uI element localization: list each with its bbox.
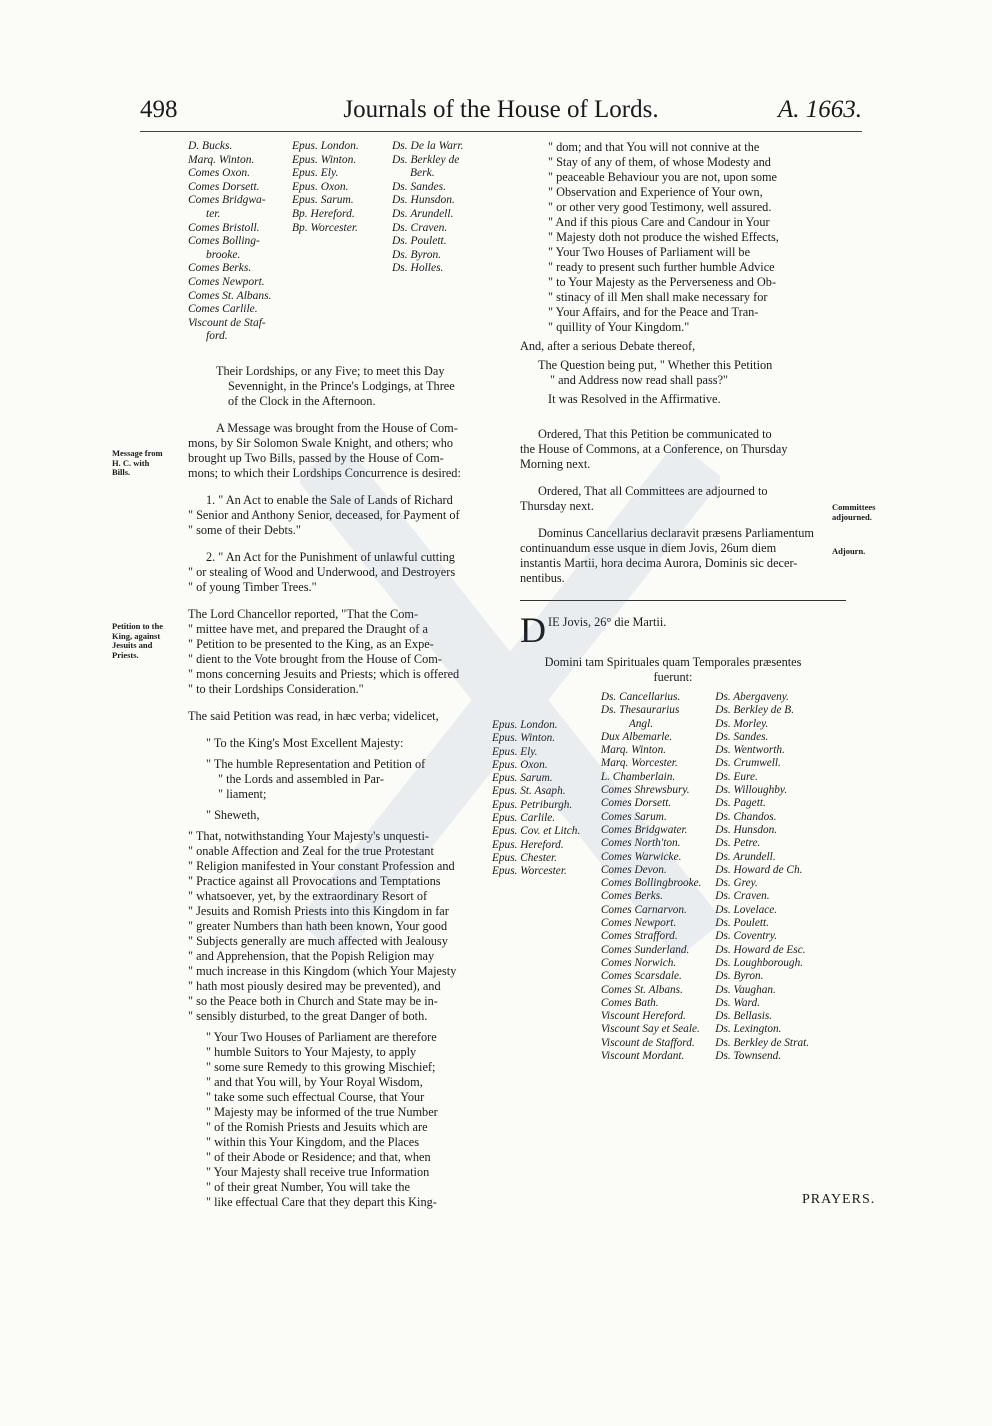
lord-name: L. Chamberlain. — [600, 770, 676, 783]
text-line: " Jesuits and Romish Priests into this Kingdom in far — [188, 903, 449, 918]
lords-temporal — [601, 691, 715, 1063]
margin-line: Jesuits and — [112, 640, 153, 650]
lord-name: Comes Strafford. — [600, 930, 678, 943]
lord-name: Epus. Ely. — [492, 745, 538, 758]
margin-note-adjourn: Adjourn. — [832, 546, 866, 556]
lord-name: Ds. Hunsdon. — [715, 823, 778, 836]
lord-name: Comes Dorsett. — [600, 797, 672, 810]
margin-line: Bills. — [112, 467, 131, 477]
text-line: " some sure Remedy to this growing Mischief; — [206, 1059, 436, 1074]
committee-member: Viscount de Staf- — [188, 316, 266, 329]
lord-name: Epus. Chester. — [492, 851, 557, 864]
text-line: Ordered, That this Petition be communicated to — [538, 427, 772, 441]
committee-member: Ds. Berkley de — [392, 153, 460, 166]
committee-member: Epus. Sarum. — [292, 194, 354, 207]
header-rule — [140, 131, 862, 132]
text-line: " and that You will, by Your Royal Wisdom, — [206, 1074, 423, 1089]
committee-member: Ds. Holles. — [392, 262, 444, 275]
lord-name: Ds. Craven. — [715, 890, 770, 903]
text-line: " That, notwithstanding Your Majesty's unquesti- — [188, 828, 429, 843]
year-label: A. 1663. — [777, 96, 862, 123]
text-line: The Lord Chancellor reported, "That the Com- — [188, 606, 419, 621]
lord-name: Viscount Mordant. — [600, 1050, 685, 1063]
text-line: A Message was brought from the House of Com- — [216, 420, 458, 435]
text-line: Their Lordships, or any Five; to meet this Day — [216, 363, 445, 378]
text-line: " Stay of any of them, of whose Modesty and — [548, 155, 771, 169]
lord-name: Ds. Eure. — [715, 770, 758, 783]
committee-member: Comes Carlile. — [188, 303, 258, 316]
text-line: " like effectual Care that they depart this King- — [206, 1194, 437, 1209]
lord-name: Ds. Berkley de B. — [715, 704, 795, 717]
order-1 — [520, 427, 826, 472]
committee-member: Comes Bristoll. — [188, 221, 260, 234]
lord-name: Comes Carnarvon. — [600, 903, 687, 916]
text-line: 2. " An Act for the Punishment of unlawful cutting — [206, 549, 455, 564]
sheweth: " Sheweth, — [206, 807, 260, 822]
text-line: " the Lords and assembled in Par- — [218, 771, 384, 786]
lord-name: Comes St. Albans. — [600, 983, 683, 996]
committee-member: Epus. Ely. — [292, 167, 339, 180]
text-line: Ordered, That all Committees are adjourned to — [538, 484, 768, 498]
petition-body-2 — [188, 1030, 506, 1210]
lord-name: Epus. London. — [492, 719, 558, 731]
lord-name: Marq. Worcester. — [600, 757, 678, 770]
text-line: " and Address now read shall pass?" — [550, 373, 729, 387]
text-line: " dient to the Vote brought from the House of Com- — [188, 651, 442, 666]
lord-name: Marq. Winton. — [600, 744, 667, 757]
lords-bishops — [492, 691, 601, 1063]
committee-member: Epus. Winton. — [292, 153, 357, 166]
lord-name: Ds. Lovelace. — [715, 903, 778, 916]
lord-name: Ds. Sandes. — [715, 730, 769, 743]
margin-note-committees — [832, 503, 875, 522]
text-line: " Petition to be presented to the King, as an Expe- — [188, 636, 434, 651]
text-line: Domini tam Spirituales quam Temporales præsentes — [544, 655, 802, 669]
committee-member: Epus. London. — [292, 140, 359, 152]
text-line: Dominus Cancellarius declaravit præsens Parliamentum — [538, 526, 814, 540]
lord-name: Ds. Howard de Esc. — [715, 943, 806, 956]
committee-col-3 — [392, 140, 502, 344]
text-line: " whatsoever, yet, by the extraordinary Resort of — [188, 888, 428, 903]
text-line: " Subjects generally are much affected with Jealousy — [188, 933, 448, 948]
text-line: mons; to which their Lordships Concurrence is desired: — [188, 465, 461, 480]
lord-name: Epus. Carlile. — [492, 812, 556, 825]
text-line: " some of their Debts." — [188, 522, 301, 537]
text-line: " liament; — [218, 786, 267, 801]
text-line: the House of Commons, at a Conference, on Thursday — [520, 442, 788, 456]
lord-name: Comes Devon. — [600, 863, 667, 876]
text-line: " mittee have met, and prepared the Draught of a — [188, 621, 428, 636]
lord-name: Ds. Poulett. — [715, 917, 769, 930]
text-line: mons, by Sir Solomon Swale Knight, and others; who — [188, 435, 454, 450]
text-line: " Religion manifested in Your constant Profession and — [188, 858, 455, 873]
committee-member: Berk. — [410, 167, 435, 180]
committee-col-1 — [188, 140, 292, 344]
lord-name: Epus. Winton. — [492, 732, 556, 745]
lord-name: Comes Norwich. — [600, 956, 677, 969]
committee-member: Ds. Hunsdon. — [392, 194, 455, 207]
committee-member: Comes Oxon. — [188, 167, 250, 180]
day-heading-text: IE Jovis, 26° die Martii. — [548, 615, 667, 629]
lord-name: Ds. Crumwell. — [715, 757, 781, 770]
committee-member: Bp. Hereford. — [292, 207, 355, 220]
text-line: " to Your Majesty as the Perverseness and Ob- — [548, 275, 777, 289]
lord-name: Comes Bollingbrooke. — [600, 877, 702, 890]
lord-name: Ds. Willoughby. — [715, 784, 788, 797]
text-line: brought up Two Bills, passed by the House of Com- — [188, 450, 444, 465]
committee-member: Epus. Oxon. — [292, 180, 349, 193]
left-column — [188, 140, 506, 1210]
lord-name: Comes Bridgwater. — [600, 823, 688, 836]
text-line: " or stealing of Wood and Underwood, and Destroyers — [188, 564, 456, 579]
drop-cap: D — [520, 615, 546, 645]
text-line: " Senior and Anthony Senior, deceased, for Payment of — [188, 507, 460, 522]
text-line: " much increase in this Kingdom (which Your Majesty — [188, 963, 457, 978]
lord-name: Ds. Morley. — [715, 717, 769, 730]
text-line: " or other very good Testimony, well assured. — [548, 200, 772, 214]
text-line: " The humble Representation and Petition of — [206, 756, 426, 771]
text-line: " Your Affairs, and for the Peace and Tran- — [548, 305, 759, 319]
text-line: " within this Your Kingdom, and the Places — [206, 1134, 420, 1149]
lord-name: Ds. Grey. — [715, 877, 758, 890]
lord-name: Ds. Byron. — [715, 970, 764, 983]
text-line: " hath most piously desired may be prevented), and — [188, 978, 441, 993]
lord-name: Epus. Sarum. — [492, 772, 553, 785]
lord-name: Ds. Howard de Ch. — [715, 863, 803, 876]
lord-name: Comes Bath. — [600, 996, 659, 1009]
lord-name: Epus. Oxon. — [492, 758, 548, 771]
margin-line: adjourned. — [832, 511, 872, 522]
committee-member: Comes Bolling- — [188, 235, 260, 248]
text-line: " stinacy of ill Men shall make necessary for — [548, 290, 768, 304]
to-king: " To the King's Most Excellent Majesty: — [206, 735, 404, 750]
lord-name: Epus. Petriburgh. — [492, 798, 573, 811]
day-heading — [520, 615, 826, 645]
lord-name: Comes North'ton. — [600, 837, 681, 850]
text-line: continuandum esse usque in diem Jovis, 26um diem — [520, 541, 777, 555]
message-paragraph — [188, 421, 506, 481]
margin-line: King, against — [112, 630, 161, 641]
lord-name: Ds. Petre. — [715, 837, 761, 850]
text-line: " Observation and Experience of Your own, — [548, 185, 763, 199]
text-line: " of their Abode or Residence; and that, when — [206, 1149, 431, 1164]
text-line: " dom; and that You will not connive at the — [548, 140, 760, 154]
lord-name: Comes Shrewsbury. — [600, 784, 690, 797]
committee-member: Comes Berks. — [188, 262, 252, 275]
committee-member: Ds. Craven. — [392, 221, 448, 234]
petition-body-1 — [188, 829, 506, 1024]
lord-name: Comes Warwicke. — [600, 850, 682, 863]
chancellor-report — [188, 607, 506, 697]
committee-member: Ds. Poulett. — [392, 235, 447, 248]
lord-name: Ds. Pagett. — [715, 797, 766, 810]
text-line: " and Apprehension, that the Popish Religion may — [188, 948, 435, 963]
committee-member: Bp. Worcester. — [292, 221, 358, 234]
lord-name: Ds. Wentworth. — [715, 744, 785, 757]
lord-name: Dux Albemarle. — [600, 730, 673, 743]
section-rule — [520, 600, 846, 601]
text-line: " take some such effectual Course, that Your — [206, 1089, 425, 1104]
text-line: " Your Two Houses of Parliament will be — [548, 245, 751, 259]
lord-name: Epus. St. Asaph. — [492, 785, 566, 798]
text-line: 1. " An Act to enable the Sale of Lands of Richard — [206, 492, 453, 507]
debate-line: And, after a serious Debate thereof, — [520, 339, 696, 353]
lord-name: Ds. Arundell. — [715, 850, 776, 863]
text-line: Morning next. — [520, 457, 591, 471]
committee-member: Comes Bridgwa- — [188, 194, 266, 207]
lord-name: Ds. Ward. — [715, 996, 760, 1009]
question-put — [520, 358, 826, 388]
lord-name: Ds. Coventry. — [715, 930, 778, 943]
lord-name: Viscount de Stafford. — [600, 1036, 695, 1049]
text-line: fuerunt: — [653, 670, 693, 684]
text-line: Sevennight, in the Prince's Lodgings, at Three — [228, 378, 455, 393]
margin-note-message — [112, 449, 163, 478]
lord-name: Ds. Bellasis. — [715, 1010, 773, 1023]
text-line: " quillity of Your Kingdom." — [548, 320, 690, 334]
lord-name: Ds. Vaughan. — [715, 983, 776, 996]
committee-member: ter. — [206, 207, 221, 220]
lord-name: Comes Newport. — [600, 917, 677, 930]
text-line: " of young Timber Trees." — [188, 579, 317, 594]
lord-name: Comes Sunderland. — [600, 943, 690, 956]
committee-member: Ds. Byron. — [392, 248, 442, 261]
committee-member: Ds. De la Warr. — [392, 140, 464, 152]
catchword: PRAYERS. — [802, 1192, 876, 1207]
lord-name: Viscount Hereford. — [600, 1010, 686, 1023]
lord-name: Viscount Say et Seale. — [600, 1023, 700, 1036]
text-line: " humble Suitors to Your Majesty, to apply — [206, 1044, 417, 1059]
text-line: " Practice against all Provocations and Temptations — [188, 873, 441, 888]
adjournment-latin — [520, 526, 826, 586]
text-line: " onable Affection and Zeal for the true Protestant — [188, 843, 434, 858]
text-line: " sensibly disturbed, to the great Danger of both. — [188, 1008, 428, 1023]
lord-name: Epus. Hereford. — [492, 838, 564, 851]
text-line: " mons concerning Jesuits and Priests; which is offered — [188, 666, 460, 681]
running-title: Journals of the House of Lords. — [343, 96, 659, 123]
meeting-paragraph — [188, 364, 506, 409]
lord-name: Comes Scarsdale. — [600, 970, 682, 983]
committee-member: Comes Dorsett. — [188, 180, 260, 193]
text-line: Thursday next. — [520, 499, 594, 513]
committee-member: brooke. — [206, 248, 241, 261]
petition-continuation — [520, 140, 826, 335]
petition-read: The said Petition was read, in hæc verba; videlicet, — [188, 708, 439, 723]
committee-member: Ds. Sandes. — [392, 180, 446, 193]
committee-member: ford. — [206, 330, 228, 343]
lord-name: Ds. Loughborough. — [715, 956, 804, 969]
lord-name: Epus. Cov. et Litch. — [492, 825, 581, 838]
present-heading — [520, 655, 826, 685]
text-line: " Your Two Houses of Parliament are therefore — [206, 1029, 437, 1044]
margin-note-petition — [112, 622, 163, 660]
committee-member: Comes Newport. — [188, 275, 265, 288]
text-line: " so the Peace both in Church and State may be in- — [188, 993, 438, 1008]
text-line: " And if this pious Care and Candour in Your — [548, 215, 770, 229]
text-line: " peaceable Behaviour you are not, upon some — [548, 170, 778, 184]
text-line: " ready to present such further humble Advice — [548, 260, 775, 274]
committee-member: Marq. Winton. — [188, 153, 255, 166]
lord-name: Comes Sarum. — [600, 810, 667, 823]
lord-name: Ds. Cancellarius. — [600, 691, 681, 703]
text-line: of the Clock in the Afternoon. — [228, 393, 376, 408]
margin-line: Petition to the — [112, 621, 163, 631]
lord-name: Comes Berks. — [600, 890, 663, 903]
margin-line: H. C. with — [112, 457, 150, 468]
lord-name: Ds. Chandos. — [715, 810, 777, 823]
right-column — [492, 140, 826, 1063]
committee-member: Comes St. Albans. — [188, 289, 272, 302]
text-line: " Your Majesty shall receive true Information — [206, 1164, 430, 1179]
representation — [188, 757, 506, 802]
resolved-line: It was Resolved in the Affirmative. — [548, 392, 721, 406]
margin-line: Committees — [832, 502, 876, 512]
margin-line: Message from — [112, 448, 163, 458]
lord-name: Ds. Thesaurarius — [600, 704, 680, 717]
text-line: " to their Lordships Consideration." — [188, 681, 364, 696]
page-number: 498 — [140, 96, 178, 123]
text-line: " of their great Number, You will take the — [206, 1179, 410, 1194]
lord-name: Angl. — [628, 717, 654, 730]
lords-barons — [715, 691, 826, 1063]
lords-present — [492, 691, 826, 1063]
committee-list — [188, 140, 506, 344]
text-line: nentibus. — [520, 571, 565, 585]
bill-2 — [188, 550, 506, 595]
lord-name: Ds. Townsend. — [715, 1050, 782, 1063]
page-header — [140, 96, 862, 136]
text-line: " Majesty may be informed of the true Number — [206, 1104, 438, 1119]
lord-name: Ds. Berkley de Strat. — [715, 1036, 810, 1049]
lord-name: Ds. Abergaveny. — [715, 691, 790, 703]
lord-name: Epus. Worcester. — [492, 865, 567, 878]
text-line: The Question being put, " Whether this Petition — [538, 358, 773, 372]
text-line: " of the Romish Priests and Jesuits which are — [206, 1119, 428, 1134]
bill-1 — [188, 493, 506, 538]
text-line: " Majesty doth not produce the wished Effects, — [548, 230, 779, 244]
committee-member: Ds. Arundell. — [392, 207, 454, 220]
text-line: " greater Numbers than hath been known, Your good — [188, 918, 448, 933]
committee-member: D. Bucks. — [188, 140, 233, 152]
text-line: instantis Martii, hora decima Aurora, Dominis sic decer- — [520, 556, 798, 570]
order-2 — [520, 484, 826, 514]
committee-col-2 — [292, 140, 392, 344]
margin-line: Priests. — [112, 649, 139, 660]
lord-name: Ds. Lexington. — [715, 1023, 782, 1036]
